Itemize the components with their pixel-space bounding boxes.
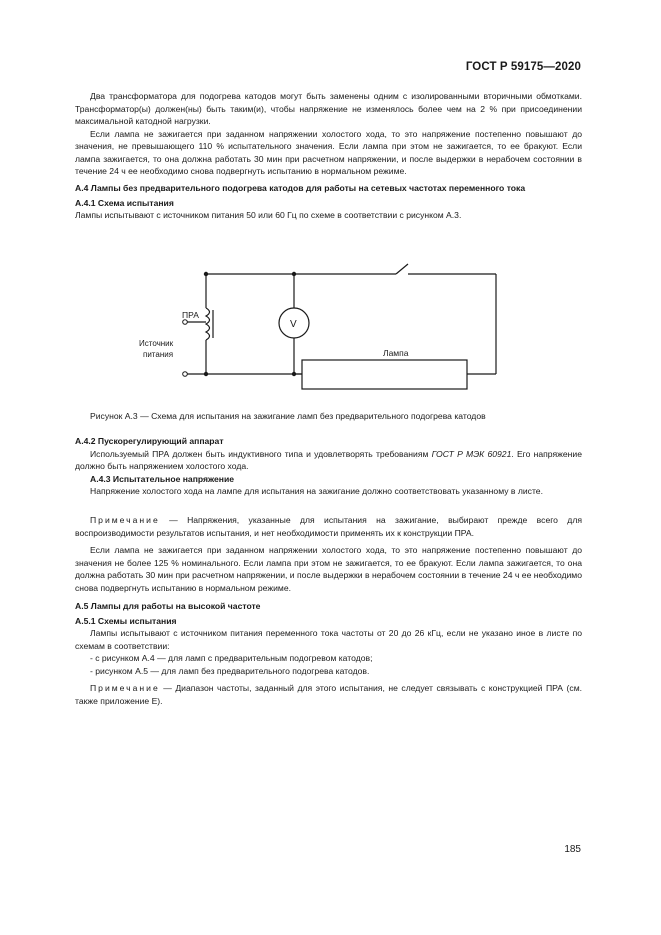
paragraph-a5-1: Лампы испытывают с источником питания переменного тока частоты от 20 до 26 кГц, если не указано иное в листе по схемам в соответствии: (75, 628, 582, 651)
heading-a4: А.4 Лампы без предварительного подогрева катодов для работы на сетевых частотах переменного тока (75, 183, 526, 193)
standard-number: ГОСТ Р 59175—2020 (465, 61, 581, 73)
paragraph-a4-1: Лампы испытывают с источником питания 50 или 60 Гц по схеме в соответствии с рисунком А.3. (75, 210, 462, 220)
list-item: - рисунком А.5 — для ламп без предварительного подогрева катодов. (90, 665, 370, 676)
note-text: — Напряжения, указанные для испытания на зажигание, выбирают прежде всего для воспроизводимости результатов испытания, и нет необходимости применять их к конструкции ПРА. (75, 515, 582, 538)
switch (396, 264, 408, 274)
paragraph-ignition-125-block (75, 544, 582, 594)
note-a5 (75, 682, 582, 707)
section-a5 (75, 600, 582, 677)
junction-dot (204, 272, 208, 276)
paragraph-a4-3: Напряжение холостого хода на лампе для испытания на зажигание должно соответствовать указанному в листе. (90, 486, 543, 496)
ballast-text-a: Используемый ПРА должен быть индуктивного типа и удовлетворять требованиям (90, 448, 432, 459)
ballast-text-b: . Его напряжение должно быть напряжением холостого хода. (75, 448, 582, 471)
heading-a5: А.5 Лампы для работы на высокой частоте (75, 601, 261, 611)
note-a4-3 (75, 514, 582, 539)
source-terminal-bottom (183, 372, 188, 377)
label-ballast: ПРА (182, 310, 199, 320)
junction-dot (292, 372, 296, 376)
circuit-diagram (130, 258, 510, 390)
lamp-tube (302, 360, 467, 389)
note-label: Примечание (90, 683, 160, 693)
paragraph-transformers: Два трансформатора для подогрева катодов могут быть заменены одним с изолированными вторичными обмотками. Трансформатор(ы) должен(ны) быть таким(и), чтобы напряжение не изменялось более чем на 2 % при присоединении максимальной катодной нагрузки. (75, 91, 582, 126)
heading-a5-1: А.5.1 Схемы испытания (75, 615, 177, 626)
heading-a4-3: А.4.3 Испытательное напряжение (90, 473, 235, 484)
source-terminal-top (183, 320, 188, 325)
intro-block (75, 90, 582, 178)
section-a4 (75, 182, 582, 222)
list-item: - с рисунком А.4 — для ламп с предварительным подогревом катодов; (90, 653, 373, 663)
page-number: 185 (564, 844, 581, 855)
note-text: — Диапазон частоты, заданный для этого испытания, не следует связывать с конструкцией ПРА (см. также приложение Е). (75, 683, 582, 706)
note-label: Примечание (90, 515, 160, 525)
paragraph-ignition-125: Если лампа не зажигается при заданном напряжении холостого хода, то это напряжение постепенно повышают до значения не более 125 % номинального. Если лампа при этом не зажигается, то ее бракуют. Если лампа зажигается, то она должна работать 30 мин при расчетном напряжении, и после выдержки в нерабочем состоянии в течение 24 ч ее необходимо снова подвергнуть испытанию в нормальном режиме. (75, 545, 582, 593)
figure-caption: Рисунок А.3 — Схема для испытания на зажигание ламп без предварительного подогрева катодов (90, 411, 486, 421)
junction-dot (204, 372, 208, 376)
label-source-line1: Источник (139, 339, 174, 348)
standard-reference: ГОСТ Р МЭК 60921 (431, 448, 512, 459)
heading-a4-1: А.4.1 Схема испытания (75, 197, 174, 208)
label-source-line2: питания (143, 350, 174, 359)
label-voltmeter: V (290, 319, 297, 330)
label-lamp: Лампа (383, 348, 409, 358)
paragraph-a4-2 (75, 448, 582, 473)
heading-a4-2: А.4.2 Пускорегулирующий аппарат (75, 436, 224, 446)
ballast-coil (206, 308, 210, 340)
section-a4-2 (75, 435, 582, 498)
junction-dot (292, 272, 296, 276)
paragraph-ignition-110: Если лампа не зажигается при заданном напряжении холостого хода, то это напряжение постепенно повышают до значения, не превышающего 110 % испытательного значения. Если лампа при этом не зажигается, то ее бракуют. Если лампа зажигается, то она должна работать 30 мин при расчетном напряжении, и после выдержки в нерабочем состоянии в течение 24 ч ее необходимо снова подвергнуть испытанию в нормальном режиме. (75, 128, 582, 176)
